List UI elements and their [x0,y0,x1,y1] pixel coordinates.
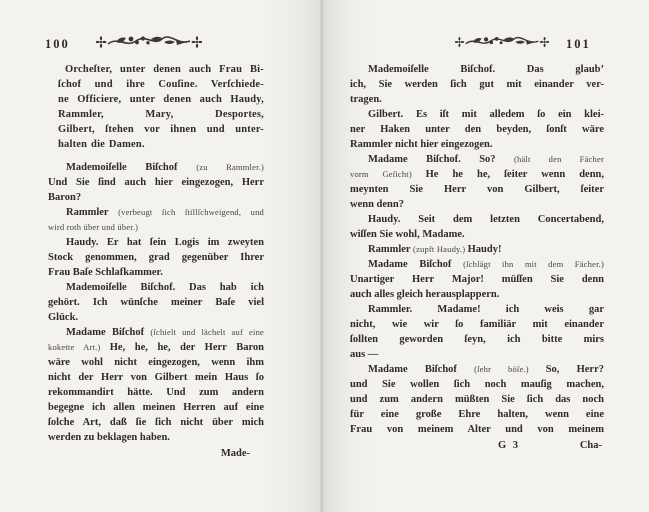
page-left [0,0,322,512]
text-line [48,340,264,355]
text-run: und Sie wollen ſich noch mauſig machen, [350,379,604,390]
text-run: Mademoiſelle Biſchof. Das hab ich [66,282,264,293]
text-run: Haudy. Seit dem letzten Concertabend, [368,214,604,225]
text-run: Rammler [66,207,119,218]
stage-direction: (hält den Fächer [513,154,604,164]
text-run: und zum andern müßten Sie ſich das noch [350,394,604,405]
text-run: ſollten geworden ſeyn, ich bitte mirs [350,334,604,345]
text-line [350,242,604,257]
text-line [350,272,604,287]
left-text-column [48,62,264,445]
text-run: werden zu beklagen haben. [48,432,170,443]
text-line [48,385,264,400]
text-line [350,107,604,122]
text-run: Rammler [368,244,413,255]
text-line [350,332,604,347]
text-run: ich, Sie werden ſich gut mit einander ver- [350,79,604,90]
stage-direction: wird roth über und über.) [48,222,139,232]
text-run: ne Officiere, unter denen auch Haudy, [58,94,264,105]
text-line [58,77,264,92]
right-text-column [350,62,604,437]
stage-direction: (zu Rammler.) [196,162,264,172]
text-line [48,220,264,235]
text-run: Rammler nicht hier eingezogen. [350,139,493,150]
left-catchword-row [48,446,264,461]
text-run: aus — [350,349,379,360]
text-line [350,152,604,167]
text-run: nicht der Herr von Gilbert mein Haus ſo [48,372,264,383]
header-ornament-icon [96,33,202,51]
text-line [48,280,264,295]
stage-direction: (zupft Haudy.) [413,244,468,254]
text-line [48,430,264,445]
text-run: wenn denn? [350,199,404,210]
text-run: Glück. [48,312,79,323]
stage-direction: (verbeugt ſich ſtillſchweigend, und [118,207,264,217]
text-run: Madame Biſchof [368,259,464,270]
text-run: He, he, he, der Herr Baron [109,342,264,353]
text-run: wäre wohl nicht eingezogen, wenn ihm [48,357,264,368]
text-line [350,317,604,332]
text-run: wiſſen Sie wohl, Madame. [350,229,465,240]
text-line [48,325,264,340]
text-line [350,167,604,182]
text-line [48,250,264,265]
text-line [350,137,604,152]
text-run: Rammler. Madame! ich weis gar [368,304,604,315]
text-line [350,92,604,107]
text-run: So, Herr? [545,364,604,375]
text-line [48,205,264,220]
text-line [350,197,604,212]
text-line [58,122,264,137]
text-run: gehört. Ich wünſche meiner Baſe viel [48,297,264,308]
text-run: Haudy! [467,244,502,255]
text-line [48,175,264,190]
page-number-left: 100 [45,37,70,51]
text-line [48,310,264,325]
text-run: Madame Biſchof [66,327,151,338]
text-run: Haudy. Er hat ſein Logis im zweyten [66,237,264,248]
text-line [48,370,264,385]
text-run: Gilbert. Es iſt mit alledem ſo ein klei- [368,109,604,120]
text-line [48,160,264,175]
right-signature-row [350,438,604,453]
text-line [350,227,604,242]
page-number-right: 101 [566,37,591,51]
text-line [48,295,264,310]
text-line [350,257,604,272]
text-run: Mademoiſelle Biſchof [66,162,197,173]
text-run: meynten Sie Herr von Gilbert, ſeiter [350,184,604,195]
text-line [58,62,264,77]
text-line [48,265,264,280]
stage-direction: vorm Geſicht) [350,169,426,179]
header-ornament-icon [455,33,549,51]
text-line [48,190,264,205]
text-line [350,392,604,407]
stage-direction: kokette Art.) [48,342,110,352]
text-line [350,407,604,422]
text-line [350,62,604,77]
text-run: ſchof und ihre Couſine. Verſchiede- [58,79,264,90]
text-run: Stock genommen, grad gegenüber Ihrer [48,252,264,263]
text-run: Mademoiſelle Biſchof. Das glaub’ [368,64,604,75]
text-run: ſolche Art, daß ſie ſich nicht über mich [48,417,264,428]
text-line [350,182,604,197]
text-line [58,107,264,122]
text-run: He he he, ſeiter wenn denn, [425,169,604,180]
catchword: Cha- [579,440,602,451]
text-line [58,137,264,152]
text-line [350,302,604,317]
text-run: für eine große Ehre halten, wenn eine [350,409,604,420]
stage-direction: (ſchielt und lächelt auf eine [150,327,264,337]
text-run: tragen. [350,94,382,105]
signature-mark: G 3 [498,440,521,451]
text-run: ner Haken unter den beyden, ſonſt wäre [350,124,604,135]
text-line [350,122,604,137]
text-run: Madame Biſchof [368,364,475,375]
book-gutter [320,0,323,512]
text-run: Frau von meinem Alter und von meinem [350,424,604,435]
text-line [350,77,604,92]
text-run: Baron? [48,192,82,203]
text-run: Frau Baſe Schlafkammer. [48,267,163,278]
text-line [48,235,264,250]
text-run: Und Sie ſind auch hier eingezogen, Herr [48,177,264,188]
text-run: rekommandirt hätte. Und zum andern [48,387,264,398]
text-line [350,377,604,392]
text-line [350,287,604,302]
stage-direction: (ſchlägt ihn mit dem Fächer.) [463,259,604,269]
text-line [48,355,264,370]
text-line [350,362,604,377]
text-run: nicht, wie wir ſo familiär mit einander [350,319,604,330]
text-line [58,92,264,107]
text-line [350,422,604,437]
text-run: Madame Biſchof. So? [368,154,514,165]
text-run: Unartiger Herr Major! müſſen Sie denn [350,274,604,285]
text-line [48,400,264,415]
text-line [48,415,264,430]
text-run: auch alles gleich herausplappern. [350,289,500,300]
text-run: Orcheſter, unter denen auch Frau Bi- [65,64,264,75]
text-run: halten die Damen. [58,139,145,150]
text-line [350,347,604,362]
text-run: Rammler, Mary, Desportes, [58,109,264,120]
stage-direction: (ſehr böſe.) [474,364,546,374]
text-line [350,212,604,227]
catchword: Made- [220,448,250,459]
text-run: begegne ich allen meinen Herren auf eine [48,402,264,413]
page-right [322,0,649,512]
text-run: Gilbert, ſtehen vor ihnen und unter- [58,124,264,135]
